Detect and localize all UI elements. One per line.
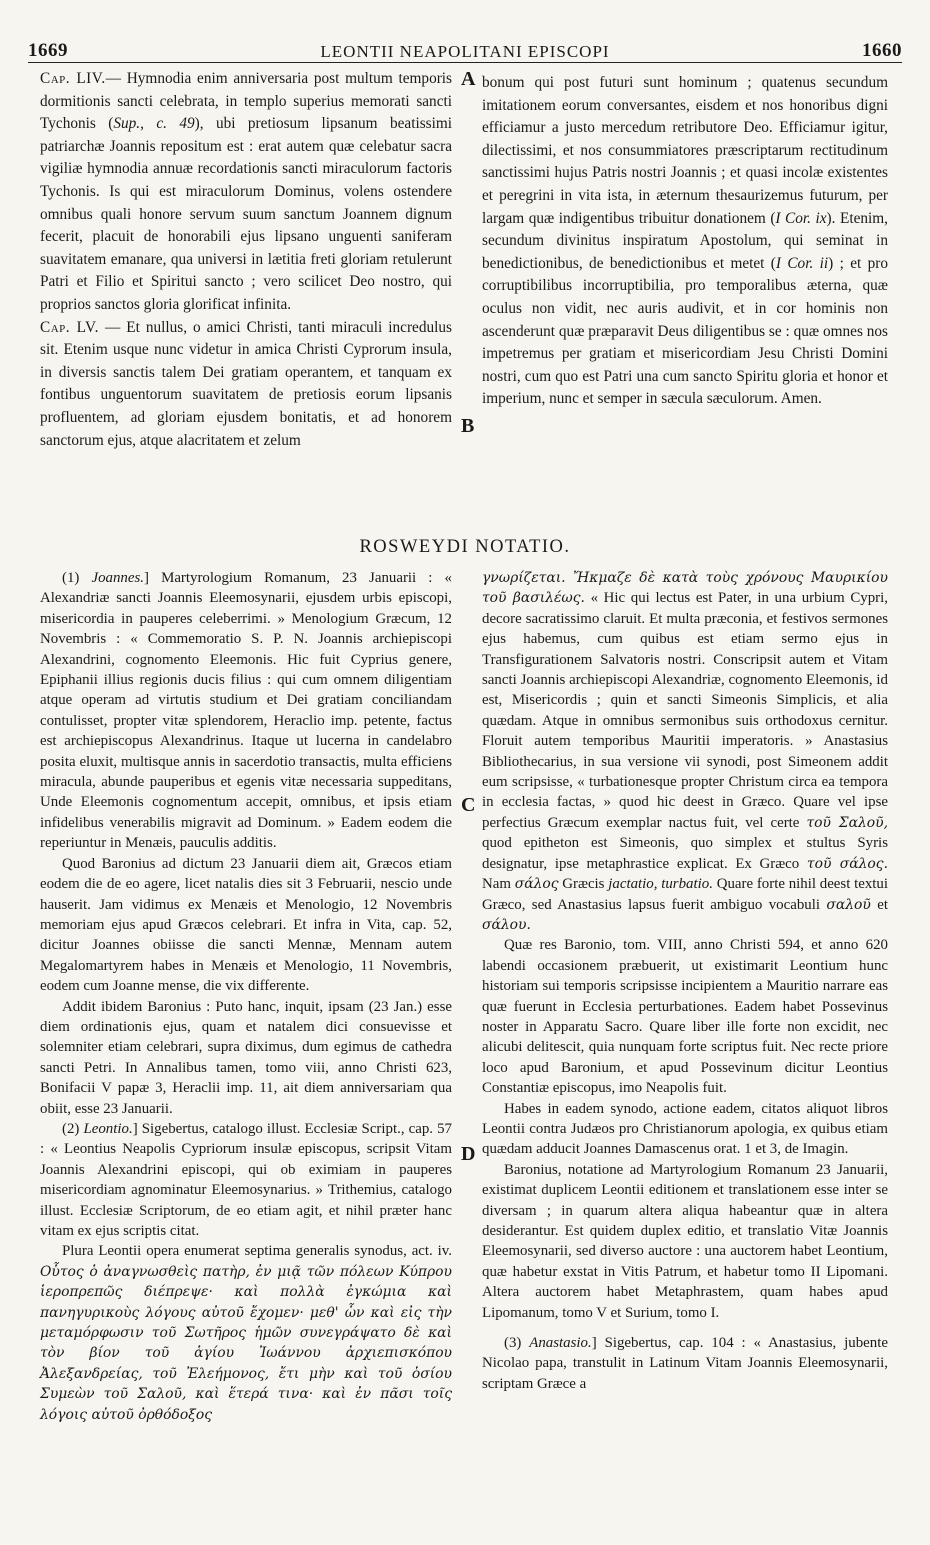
note-1-paragraph-3: Addit ibidem Baronius : Puto hanc, inquit, ipsam (23 Jan.) esse diem ordinationis ejus, quam et natalem dici consuevisse et solemniter etiam celebrari, supra diximus, dum egimus de cathedra sancti Petri. In Annalibus tamen, tomo viii, anno Christi 623, Bonifacii V papæ 3, Heraclii imp. 11, ait diem anniversariam qua obiit, esse 23 Januarii. (40, 998, 452, 1117)
note-1-paragraph-2: Quod Baronius ad dictum 23 Januarii diem ait, Græcos etiam eodem die de eo agere, licet natalis dies sit 3 Februarii, nescio unde hauserit. Jam vidimus ex Menæis et Menologio, 12 Novembris memoriam ejus apud Græcos celebrari. Et infra in Vita, cap. 52, dicitur Joannes obiisse die sancti Mennæ, Mennam autem Megalomartyrem habes in Menæis et Menologio, 11 Novembris, eodem cum Joanne mense, die vix differente. (40, 855, 452, 995)
note-1 (40, 568, 452, 854)
note-1-text: ] Martyrologium Romanum, 23 Januarii : « Alexandriæ sancti Joannis Eleemosynarii, ejusdem urbis episcopi, misericordia in pauperes celeberrimi. » Menologium Græcum, 12 Novembris : « Commemoratio S. P. N. Joannis archiepiscopi Alexandrini, cognomento Eleemonis. Hic fuit Cyprius genere, Epiphanii illius regionis ducis filius : qui cum omnem diligentiam atque operam ad virtutis studium et Dei gratiam conciliandam contulisset, propter vitæ splendorem, Heraclio imp. petente, factus est archiepiscopus Alexandrinus. Itaque ut lucerna in candelabro posita eluxit, multisque annis in sacerdotio transactis, multa efficiens miracula, abunde pauperibus et egenis vitæ necessaria suppeditans, Unde Eleemonis cognomentum accepit, omnibus, et ipsis etiam infidelibus venerabilis migravit ad Dominum. » Eadem eodem die reperiuntur in Menæis, pauculis additis. (40, 570, 452, 852)
closing-text-3: ) ; et pro corruptibilibus incorruptibilia, pro temporalibus æterna, quæ oculus non vidit, nec auris audivit, et in cor hominis non ascenderunt quæ præparavit Deus diligentibus se : quæ omnes nos impetremus per gratiam et misericordiam Jesu Christi Domini nostri, cum quo est Patri una cum sancto Spiritu gloria et honor et imperium, nunc et semper in sæcula sæculorum. Amen. (482, 254, 888, 408)
closing-text-2: ). Etenim, secundum divinitus inspiratum Apostolum, qui seminat in benedictionibus, de benedictionibus et metet ( (482, 209, 888, 272)
note-3-lemma: Anastasio. (529, 1335, 592, 1352)
main-text-right-column (482, 72, 888, 411)
greek-word-5: σάλου. (482, 916, 531, 933)
main-text-left-column (40, 68, 452, 452)
notes-section-title: ROSWEYDI NOTATIO. (359, 537, 571, 557)
chapter-54-label: Cap. LIV. (40, 70, 106, 87)
notes-left-column (40, 568, 452, 1425)
note-1-lemma: Joannes. (91, 570, 145, 586)
note-3 (482, 1333, 888, 1394)
chapter-55-text: — Et nullus, o amici Christi, tanti miraculi incredulus sit. Etenim usque nunc videtur in amica Christi Cyprorum insula, in diversis sanctis talem Dei gratiam operantem, et tanquam ex fontibus unguentorum suavitatem de pretiosis eorum lipsanis profluentem, ad gloriam ejusdem bonitatis, et ad honorem sanctorum ejus, atque alacritatem et zelum (40, 318, 452, 449)
note-2 (40, 1119, 452, 1241)
greek-quotation: Οὗτος ὁ ἀναγνωσθεὶς πατὴρ, ἐν μιᾷ τῶν πόλεων Κύπρου ἱεροπρεπῶς διέπρεψε· καὶ πολλὰ ἐγκώμια καὶ πανηγυρικοὺς λόγους αὐτοῦ ἔχομεν· μεθ' ὧν καὶ εἰς τὴν μεταμόρφωσιν τοῦ Σωτῆρος ἡμῶν συνεγράψατο δὲ καὶ τὸν βίον τοῦ ἁγίου Ἰωάννου ἀρχιεπισκόπου Ἀλεξανδρείας, τοῦ Ἐλεήμονος, ἔτι μὴν καὶ τοῦ ὁσίου Συμεὼν τοῦ Σαλοῦ, καὶ ἕτερά τινα· καὶ ἐν πᾶσι τοῖς λόγοις αὐτοῦ ὀρθόδοξος (40, 1263, 452, 1423)
note-2-text-d: Quare forte nihil deest textui Græco, sed Anastasius lapsus fuerit ambiguo vocabuli (482, 876, 889, 913)
note-2-text-a: quod epitheton est Simeonis, quo simplex et stultus Syris designatur, ipse metaphrastice explicat. Ex Græco (482, 835, 888, 872)
chapter-54-text-cont: ), ubi pretiosum lipsanum beatissimi patriarchæ Joannis repositum est : erat autem quæ celebatur sacra vigiliæ hymnodia annuæ recordationis sancti miraculorum factoris Tychonis. Is qui est miraculorum Dominus, volens ostendere omnibus quali honore servum suum sanctum Joannem dignum fecerit, placuit de honorabili ejus lipsano unguenti saniferam suavitatem emanare, qua universi in lætitia freti gloriam retulerunt Patri et Filio et Spiritui sancto ; vero scilicet Deo nostro, qui proprios sanctos gloria glorificat infinita. (40, 115, 453, 313)
scripture-ref-2: I Cor. ii (775, 254, 829, 272)
closing-paragraph (482, 72, 888, 411)
note-2-continued (482, 568, 888, 935)
greek-word-4: σαλοῦ (826, 896, 871, 913)
note-3-text: ] Sigebertus, cap. 104 : « Anastasius, jubente Nicolao papa, transtulit in Latinum Vitam Joannis Eleemosynarii, scriptam Græce a (482, 1335, 888, 1392)
margin-marker-b: B (461, 415, 475, 437)
page-number-left: 1669 (28, 40, 68, 61)
greek-word-1: τοῦ Σαλοῦ, (806, 814, 888, 831)
chapter-54-reference: Sup., c. 49 (113, 115, 195, 133)
margin-marker-a: A (461, 68, 476, 90)
margin-marker-d: D (461, 1143, 476, 1165)
note-2-text: ] Sigebertus, catalogo illust. Ecclesiæ Script., cap. 57 : « Leontius Neapolis Cypriorum insulæ episcopus, scripsit Vitam Joannis Alexandrini episcopi, qui ob eximiam in pauperes misericordiam agnominatur Eleemosynarius. » Trithemius, catalogo illust. Ecclesiæ Scriptorum, de eo etiam agit, et nihil præter hanc vitam ex ejus scriptis citat. (40, 1120, 452, 1239)
greek-word-3: σάλος (514, 876, 559, 893)
scripture-ref-1: I Cor. ix (775, 209, 827, 227)
notes-right-column (482, 568, 888, 1394)
chapter-54-text: — Hymnodia enim anniversaria post multum temporis dormitionis sancti celebrata, in templo superius memorati sancti Tychonis ( (40, 70, 453, 133)
italic-gloss: jactatio, turbatio. (608, 876, 713, 893)
note-2-paragraph-5: Baronius, notatione ad Martyrologium Romanum 23 Januarii, existimat duplicem Leontii editionem et translationem esse inter se diversam ; in quarum altera aliqua habeantur quæ in altera desiderantur. Est quidem duplex editio, et translatio Vitæ Joannis Eleemosynarii, sed diverso auctore : una auctorem habet Leontium, quæ habetur exstat in Vitis Patrum, et habetur tomo II Lipomani. Altera auctorem habet Metaphrastem, quam habes apud Lipomanum, tomo V et Surium, tomo I. (482, 1161, 888, 1321)
note-3-number: (3) (504, 1335, 522, 1352)
note-1-number: (1) (62, 570, 80, 586)
note-2-number: (2) (62, 1120, 80, 1137)
chapter-55-label: Cap. LV. (40, 318, 99, 336)
note-2-paragraph-2-text: Plura Leontii opera enumerat septima generalis synodus, act. iv. (62, 1243, 452, 1260)
running-title: LEONTII NEAPOLITANI EPISCOPI (320, 42, 610, 61)
chapter-54 (40, 68, 452, 317)
page-number-right: 1660 (861, 40, 902, 61)
note-2-text-b: Nam (482, 876, 511, 893)
note-2-paragraph-4: Habes in eadem synodo, actione eadem, citatos aliquot libros Leontii contra Judæos pro Christianorum apologia, ex quibus etiam quædam adducit Joannes Damascenus orat. 1 et 3, de Imagin. (482, 1100, 888, 1158)
greek-line-1: γνωρίζεται. Ἤκμαζε δὲ κατὰ τοὺς χρόνους Μαυρικίου τοῦ βασιλέως. (482, 570, 888, 607)
running-head (28, 34, 902, 63)
note-2-paragraph-2 (40, 1241, 452, 1425)
chapter-55 (40, 317, 452, 453)
greek-word-2: τοῦ σάλος. (806, 855, 888, 872)
note-2-paragraph-3: Quæ res Baronio, tom. VIII, anno Christi 594, et anno 620 labendi occasionem præbuerit, ut existimarit Leontium hunc historiam sui temporis scripsisse incipientem a Mauritio narrare eas quæ fuerunt in Ecclesia perturbationes. Eadem habet Possevinus noster in Apparatu Sacro. Quare liber ille forte non excidit, nec alicubi delitescit, quia nunquam forte scriptus fuit. Nec recte priore loco apud Baronium, et apud Possevinum dicitur Leontius Constantiæ episcopus, imo Neapolis fuit. (482, 937, 888, 1097)
closing-text-1: bonum qui post futuri sunt hominum ; quatenus secundum imitationem eorum conversantes, eisdem et nos honoribus digni efficiamur a justo mercedum retributore Deo. Efficiamur igitur, dilectissimi, et nos consummiatores præscriptarum rectitudinum sanctissimi hujus Patris nostri Joannis ; et quasi incolæ existentes et peregrini in vita ista, in æternum thesaurizemus futurum, per largam quæ indigentibus tribuitur donationem ( (482, 74, 888, 227)
note-2-text-c: Græcis (562, 876, 605, 893)
note-2-lemma: Leontio. (83, 1120, 133, 1137)
note-2-text-e: et (877, 896, 888, 913)
margin-marker-c: C (461, 794, 476, 816)
note-2-translation: « Hic qui lectus est Pater, in una urbium Cypri, decore sacratissimo claruit. Et multa præconia, et festivos sermones ejus habemus, cum quibus est etiam sermo ejus in Transfigurationem Salvatoris nostri. Conscripsit autem et Vitam sancti Joannis archiepiscopi Alexandriæ, cognomento Eleemonis, id est, Misericordis ; quin et sancti Simeonis Simplicis, et alia quædam. Atque in omnibus sermonibus suis orthodoxus cernitur. Floruit autem temporibus Mauritii imperatoris. » Anastasius Bibliothecarius, in sua versione vii synodi, post Simeonem addit eum scripsisse, « turbationesque propter Christum circa ea tempora in ecclesia factas, » quod hic deest in Græco. Quare vel ipse perfectius Græcum exemplar nactus fuit, vel certe (482, 590, 888, 831)
